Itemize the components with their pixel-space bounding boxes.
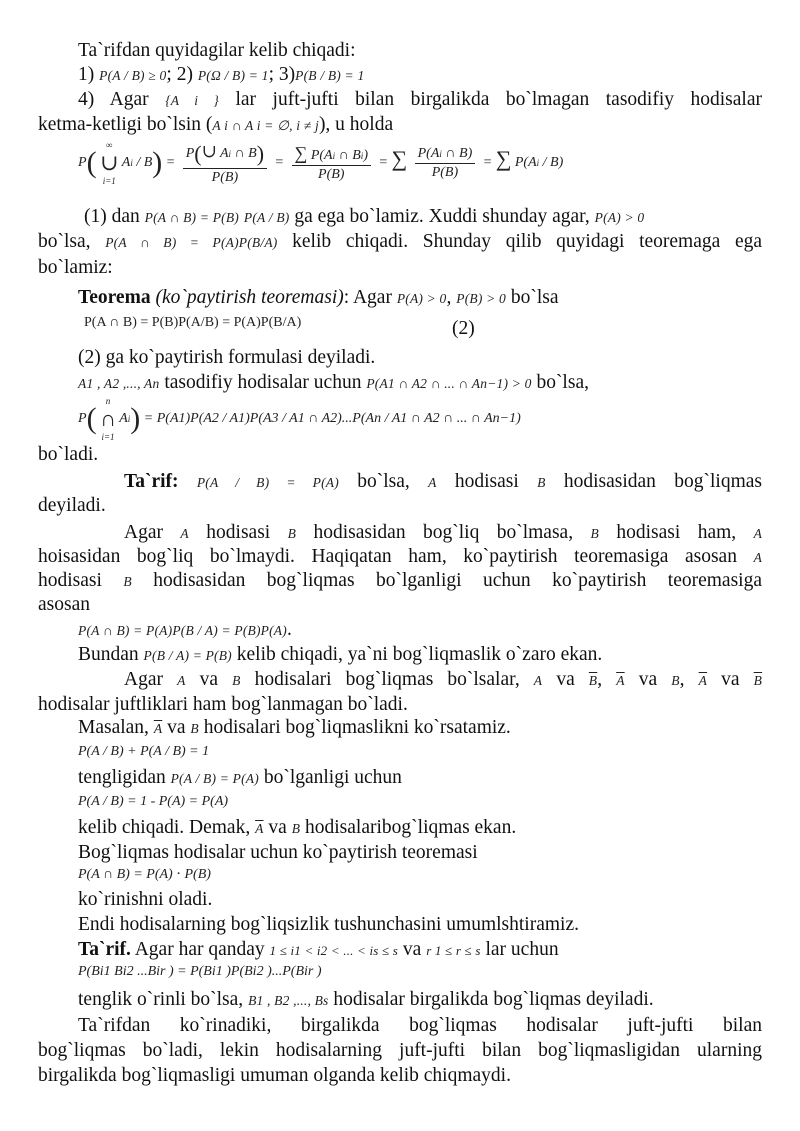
text-line <box>78 39 762 63</box>
formula: A1 , A2 ,..., An <box>78 376 160 391</box>
text-line <box>78 841 762 865</box>
text-line <box>38 1039 762 1063</box>
text-line <box>78 988 762 1013</box>
text: hoisasidan bog`liq bo`lmaydi. Haqiqatan ham, ko`paytirish teoremasiga asosan <box>38 546 737 567</box>
text: bo`lsa, <box>38 231 91 252</box>
text-line <box>38 256 762 280</box>
text: . <box>286 619 292 640</box>
formula: P(B) > 0 <box>456 291 506 306</box>
text-line <box>38 230 762 255</box>
text-line <box>38 113 762 138</box>
theorem-name: (ko`paytirish teoremasi) <box>155 287 344 308</box>
text: hodisasidan bog`liqmas bo`lganligi uchun ko`paytirish teoremasiga <box>153 570 763 591</box>
text: ga ega bo`lamiz. Xuddi shunday agar, <box>294 206 590 227</box>
formula: B <box>590 526 599 541</box>
text: ko`rinishni oladi. <box>78 889 213 910</box>
text: hodisasi <box>454 471 519 492</box>
text: (2) ga ko`paytirish formulasi deyiladi. <box>78 347 376 368</box>
formula-complement: $\overline{A}$ <box>153 721 163 736</box>
formula-mutual-independence: P(Bi1 Bi2 ...Bir ) = P(Bi1 )P(Bi2 )...P(Bir ) <box>78 964 322 979</box>
text-line <box>78 346 762 370</box>
text-line <box>38 569 762 594</box>
formula-complement: $\overline{B}$ <box>588 673 598 688</box>
text-line <box>78 618 762 643</box>
text-line <box>38 1064 762 1088</box>
text: va <box>556 669 575 690</box>
text: 1) <box>78 64 95 85</box>
formula-complement: $\overline{A}$ <box>698 673 708 688</box>
text: tenglik o`rinli bo`lsa, <box>78 989 244 1010</box>
formula: A i ∩ A i = ∅, i ≠ j <box>212 118 319 133</box>
formula: A <box>753 526 763 541</box>
formula: B <box>291 821 301 836</box>
text: bo`lamiz: <box>38 257 113 278</box>
theorem-line <box>78 286 762 311</box>
formula: P(A1 ∩ A2 ∩ ... ∩ An−1) > 0 <box>366 376 532 391</box>
text: , <box>597 669 603 690</box>
text: hodisasi <box>206 522 271 543</box>
definition-label: Ta`rif: <box>124 471 179 492</box>
display-formula-chain-rule: P( n ∩ i=1 Ai) = P(A1)P(A2 / A1)P(A3 / A1 ∩ A2)...P(An / A1 ∩ A2 ∩ ... ∩ An−1) <box>78 396 521 442</box>
formula: B <box>537 475 546 490</box>
formula: A <box>753 550 763 565</box>
text: tasodifiy hodisalar uchun <box>164 372 362 393</box>
formula: P(B / B) = 1 <box>295 68 365 83</box>
text: Bundan <box>78 644 139 665</box>
text: 4) Agar <box>78 89 149 110</box>
text: kelib chiqadi, ya`ni bog`liqmaslik o`zaro ekan. <box>236 644 603 665</box>
text: Endi hodisalarning bog`liqsizlik tushunchasini umumlshtiramiz. <box>78 914 579 935</box>
text: Ta`rifdan ko`rinadiki, birgalikda bog`liqmas hodisalar juft-jufti bilan <box>78 1015 762 1036</box>
text: hodisasi ham, <box>616 522 737 543</box>
formula: A <box>533 673 543 688</box>
text: va <box>268 817 287 838</box>
definition-line <box>78 938 762 963</box>
formula: P(Ω / B) = 1 <box>197 68 269 83</box>
text: hodisalar birgalikda bog`liqmas deyiladi. <box>333 989 654 1010</box>
definition-line <box>124 470 762 495</box>
text: : Agar <box>343 287 392 308</box>
formula: P(A / B) <box>243 210 290 225</box>
text: va <box>402 939 422 960</box>
text: hodisalari bog`liqmas bo`lsalar, <box>254 669 520 690</box>
text: lar uchun <box>485 939 559 960</box>
text: hodisalari bog`liqmaslikni ko`rsatamiz. <box>203 717 511 738</box>
formula: B <box>287 526 297 541</box>
text-line <box>78 1014 762 1038</box>
text: Bog`liqmas hodisalar uchun ko`paytirish teoremasi <box>78 842 478 863</box>
text: hodisasidan bog`liq bo`lmasa, <box>313 522 574 543</box>
text-line <box>78 913 762 937</box>
text: deyiladi. <box>38 495 106 516</box>
formula: r 1 ≤ r ≤ s <box>426 943 481 958</box>
formula: P(A / B) ≥ 0 <box>99 68 167 83</box>
text: va <box>199 669 218 690</box>
text: kelib chiqadi. Demak, <box>78 817 251 838</box>
text-line <box>78 888 762 912</box>
formula-complement: $\overline{B}$ <box>753 673 763 688</box>
text: Agar <box>124 522 163 543</box>
text: bog`liqmas bo`ladi, lekin hodisalarning juft-jufti bilan bog`liqmasligidan ularning <box>38 1040 762 1061</box>
formula: B <box>190 721 199 736</box>
text-line <box>38 545 762 570</box>
text: hodisasi <box>38 570 102 591</box>
text-line <box>124 668 762 693</box>
formula: B <box>671 673 680 688</box>
text-line <box>78 766 762 791</box>
text: hodisasidan bog`liqmas <box>563 471 762 492</box>
formula: 1 ≤ i1 < i2 < ... < is ≤ s <box>269 943 399 958</box>
formula: = P(A1)P(A2 / A1)P(A3 / A1 ∩ A2)...P(An / A1 ∩ A2 ∩ ... ∩ An−1) <box>143 411 521 427</box>
text: hodisalar juftliklari ham bog`lanmagan bo`ladi. <box>38 694 408 715</box>
text: bo`lsa <box>510 287 559 308</box>
text-line <box>78 88 762 113</box>
text: ), u holda <box>318 114 394 135</box>
text: (1) dan <box>84 206 140 227</box>
formula-total: P(A / B) + P(A / B) = 1 <box>78 744 210 759</box>
text: va <box>638 669 658 690</box>
text: Ta`rifdan quyidagilar kelib chiqadi: <box>78 40 356 61</box>
text: bo`lsa, <box>357 471 410 492</box>
text: bo`lsa, <box>536 372 589 393</box>
text-line <box>38 443 762 467</box>
text: , <box>446 287 452 308</box>
formula: A <box>428 475 437 490</box>
formula: P(A / B) = P(A) <box>170 771 259 786</box>
formula-complement-probability: P(A / B) = 1 - P(A) = P(A) <box>78 794 229 809</box>
definition-label: Ta`rif. <box>78 939 131 960</box>
text-line <box>84 205 762 230</box>
text: Agar har qanday <box>134 939 265 960</box>
formula: P(A) > 0 <box>396 291 447 306</box>
text-line <box>78 816 762 841</box>
text-line <box>78 716 762 741</box>
text: birgalikda bog`liqmasligi umuman olganda kelib chiqmaydi. <box>38 1065 511 1086</box>
text-line <box>38 693 762 717</box>
formula: P(A) > 0 <box>594 210 645 225</box>
formula: P(A ∩ B) = P(A)P(B/A) <box>105 235 278 250</box>
formula: B <box>232 673 241 688</box>
text: tengligidan <box>78 767 166 788</box>
text-line <box>124 521 762 546</box>
text-line <box>78 63 762 88</box>
formula: A <box>177 673 186 688</box>
formula: P(B / A) = P(B) <box>143 648 232 663</box>
text: va <box>721 669 740 690</box>
formula-product-theorem: P(A ∩ B) = P(B)P(A/B) = P(A)P(B/A) <box>84 315 302 330</box>
text-line <box>78 643 762 668</box>
formula: P(A / B) = P(A) <box>196 475 339 490</box>
formula: A <box>180 526 189 541</box>
text: ; 2) <box>166 64 193 85</box>
text: kelib chiqadi. Shunday qilib quyidagi teoremaga ega <box>292 231 763 252</box>
equation-number: (2) <box>452 318 475 339</box>
theorem-label: Teorema <box>78 287 151 308</box>
display-formula-conditional-sum: P( ∞ ∪ i=1 Ai / B) = $\frac{P(\cup Ai \cap B)}{P(B)}$ = $\frac{\sum P(Ai \cap Bi)}{P(B)}$ = ∑ $\frac{P(Ai \cap B)}{P(B)}$ = ∑ P(Ai / B) <box>78 140 564 186</box>
text: hodisalaribog`liqmas ekan. <box>305 817 517 838</box>
text: ketma-ketligi bo`lsin ( <box>38 114 213 135</box>
text: bo`lganligi uchun <box>263 767 402 788</box>
formula: {A i } <box>165 93 219 108</box>
text: Masalan, <box>78 717 149 738</box>
text: , <box>679 669 685 690</box>
text: ; 3) <box>268 64 296 85</box>
text: bo`ladi. <box>38 444 99 465</box>
formula: P(A ∩ B) = P(A)P(B / A) = P(B)P(A) <box>78 623 287 638</box>
formula: P(A ∩ B) = P(B) <box>144 210 239 225</box>
text: asosan <box>38 594 90 615</box>
formula-independent-product: P(A ∩ B) = P(A) ⋅ P(B) <box>78 867 211 882</box>
text: Agar <box>124 669 163 690</box>
text: va <box>167 717 186 738</box>
formula-complement: $\overline{A}$ <box>616 673 625 688</box>
formula: B1 , B2 ,..., Bs <box>248 993 329 1008</box>
text-line <box>38 494 762 518</box>
text-line <box>78 371 762 396</box>
formula: B <box>123 574 132 589</box>
text-line <box>38 593 762 617</box>
text: lar juft-jufti bilan birgalikda bo`lmagan tasodifiy hodisalar <box>235 89 762 110</box>
formula-complement: $\overline{A}$ <box>255 821 264 836</box>
